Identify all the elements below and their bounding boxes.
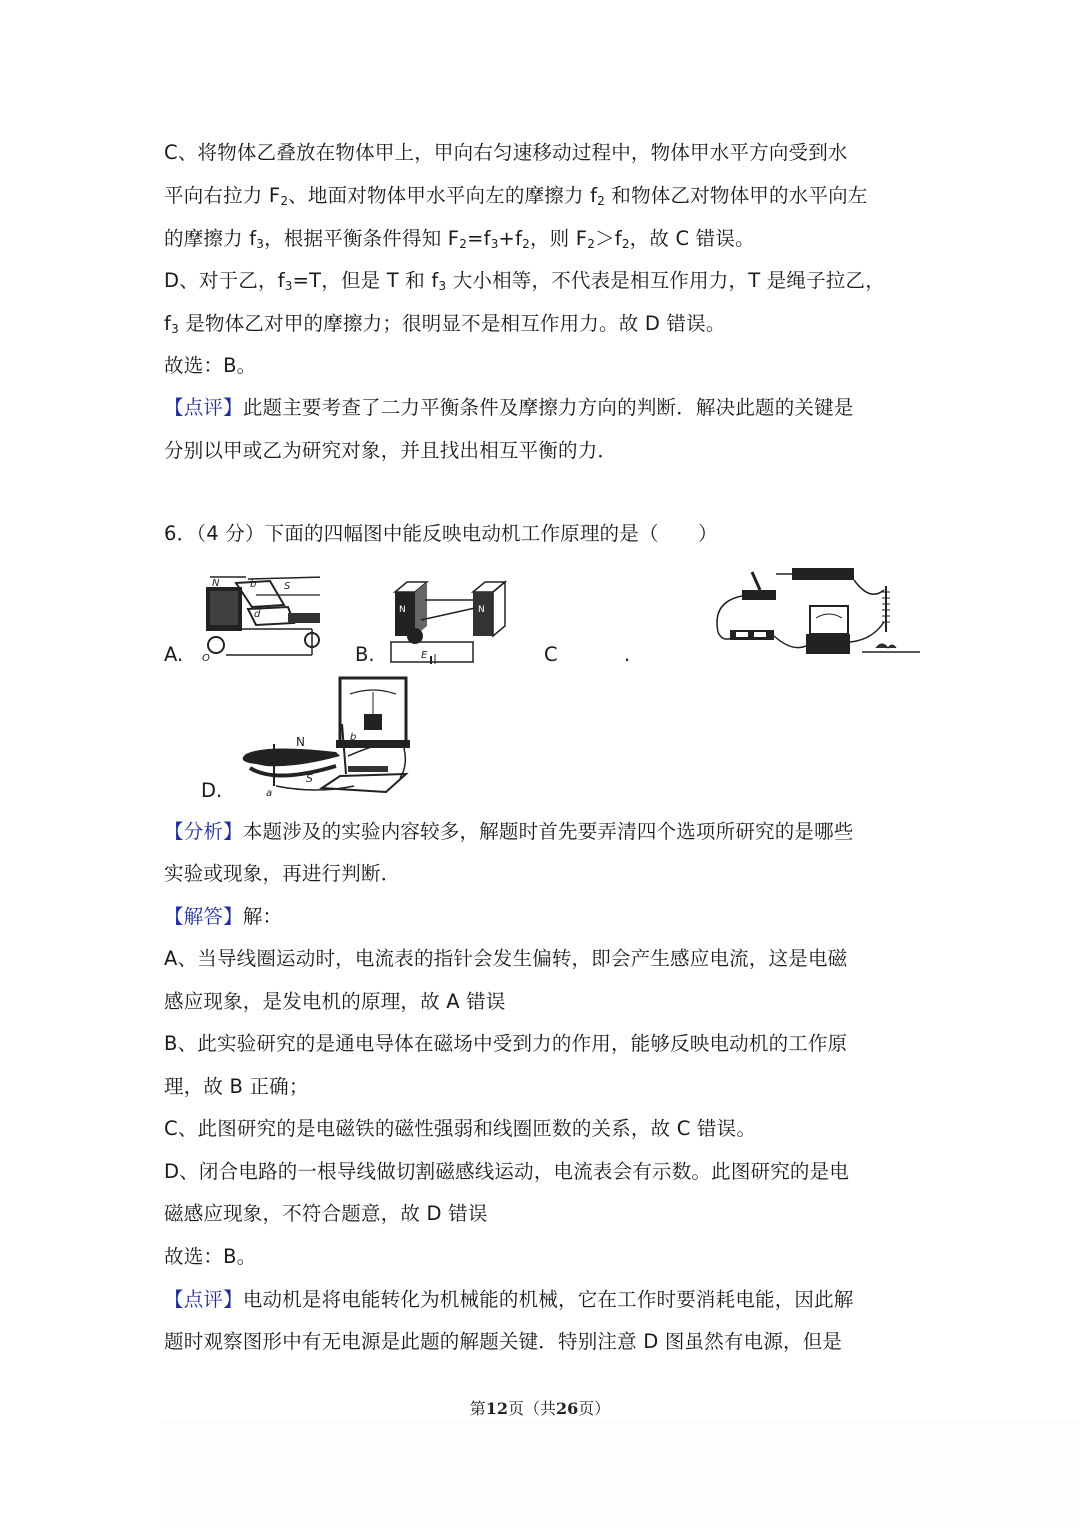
page-shade (160, 1420, 1080, 1528)
page-number-footer: 第12页（共26页） (469, 1399, 611, 1418)
option-c-trailing-period: . (624, 643, 631, 666)
solution-line-b2: 理，故 B 正确； (164, 1075, 309, 1098)
option-c-label: C (544, 643, 558, 666)
svg-text:N: N (296, 735, 305, 749)
solution-line-d2: 磁感应现象，不符合题意，故 D 错误 (164, 1202, 488, 1225)
solution-line-a1: A、当导线圈运动时，电流表的指针会发生偏转，即会产生感应电流，这是电磁 (164, 947, 848, 970)
option-b-motor-figure (385, 578, 515, 664)
svg-text:S: S (284, 581, 291, 592)
paragraph-option-d-line1: D、对于乙，$f_3=T$，但是 T 和 $f_3$ 大小相等，不代表是相互作用力，T 是绳子拉乙， (164, 269, 885, 293)
svg-text:a: a (266, 788, 273, 798)
option-c-electromagnet-figure (712, 562, 922, 658)
answer-choice-q5: 故选：B。 (164, 354, 257, 377)
svg-text:d: d (254, 609, 261, 620)
analysis-tag: 【分析】 (164, 820, 243, 843)
option-b-label: B. (355, 643, 375, 666)
comment-q5-line1: 【点评】此题主要考查了二力平衡条件及摩擦力方向的判断．解决此题的关键是 (164, 396, 854, 419)
paragraph-option-d-line2: $f_3$ 是物体乙对甲的摩擦力；很明显不是相互作用力。故 D 错误。 (164, 312, 726, 336)
comment-q5-line2: 分别以甲或乙为研究对象，并且找出相互平衡的力． (164, 439, 618, 462)
option-d-label: D. (201, 779, 223, 802)
analysis-line2: 实验或现象，再进行判断． (164, 862, 401, 885)
solution-line-b1: B、此实验研究的是通电导体在磁场中受到力的作用，能够反映电动机的工作原 (164, 1032, 848, 1055)
comment-tag: 【点评】 (164, 1288, 243, 1311)
solution-line-a2: 感应现象，是发电机的原理，故 A 错误 (164, 990, 506, 1013)
option-a-label: A. (164, 643, 184, 666)
svg-text:S: S (306, 772, 313, 785)
solution-line-d1: D、闭合电路的一根导线做切割磁感线运动，电流表会有示数。此图研究的是电 (164, 1160, 850, 1183)
analysis-line1: 【分析】本题涉及的实验内容较多，解题时首先要弄清四个选项所研究的是哪些 (164, 820, 854, 843)
svg-text:O: O (202, 653, 210, 663)
svg-text:b: b (350, 732, 357, 743)
paragraph-option-c-line3: 的摩擦力 $f_3$，根据平衡条件得知 $F_2=f_3+f_2$，则 $F_2>f_2$，故 C 错误。 (164, 227, 755, 251)
svg-text:N: N (478, 605, 485, 615)
svg-text:E: E (421, 650, 428, 661)
comment-tag: 【点评】 (164, 396, 243, 419)
solution-line-c: C、此图研究的是电磁铁的磁性强弱和线圈匝数的关系，故 C 错误。 (164, 1117, 757, 1140)
solution-heading: 【解答】解： (164, 905, 283, 928)
comment-q6-line1: 【点评】电动机是将电能转化为机械能的机械，它在工作时要消耗电能，因此解 (164, 1288, 854, 1311)
option-d-induction-figure (236, 674, 416, 798)
comment-q6-line2: 题时观察图形中有无电源是此题的解题关键．特别注意 D 图虽然有电源，但是 (164, 1330, 843, 1353)
svg-text:N: N (212, 578, 220, 589)
svg-text:N: N (399, 605, 406, 615)
question-6-stem: 6．（4 分）下面的四幅图中能反映电动机工作原理的是（ ） (164, 522, 718, 545)
answer-choice-q6: 故选：B。 (164, 1245, 257, 1268)
paragraph-option-c-line1: C、将物体乙叠放在物体甲上，甲向右匀速移动过程中，物体甲水平方向受到水 (164, 141, 848, 164)
option-a-generator-figure (196, 565, 320, 663)
paragraph-option-c-line2: 平向右拉力 $F_2$、地面对物体甲水平向左的摩擦力 $f_2$ 和物体乙对物体甲的水平向左 (164, 184, 868, 208)
svg-text:b: b (250, 579, 257, 590)
solution-tag: 【解答】 (164, 905, 243, 928)
